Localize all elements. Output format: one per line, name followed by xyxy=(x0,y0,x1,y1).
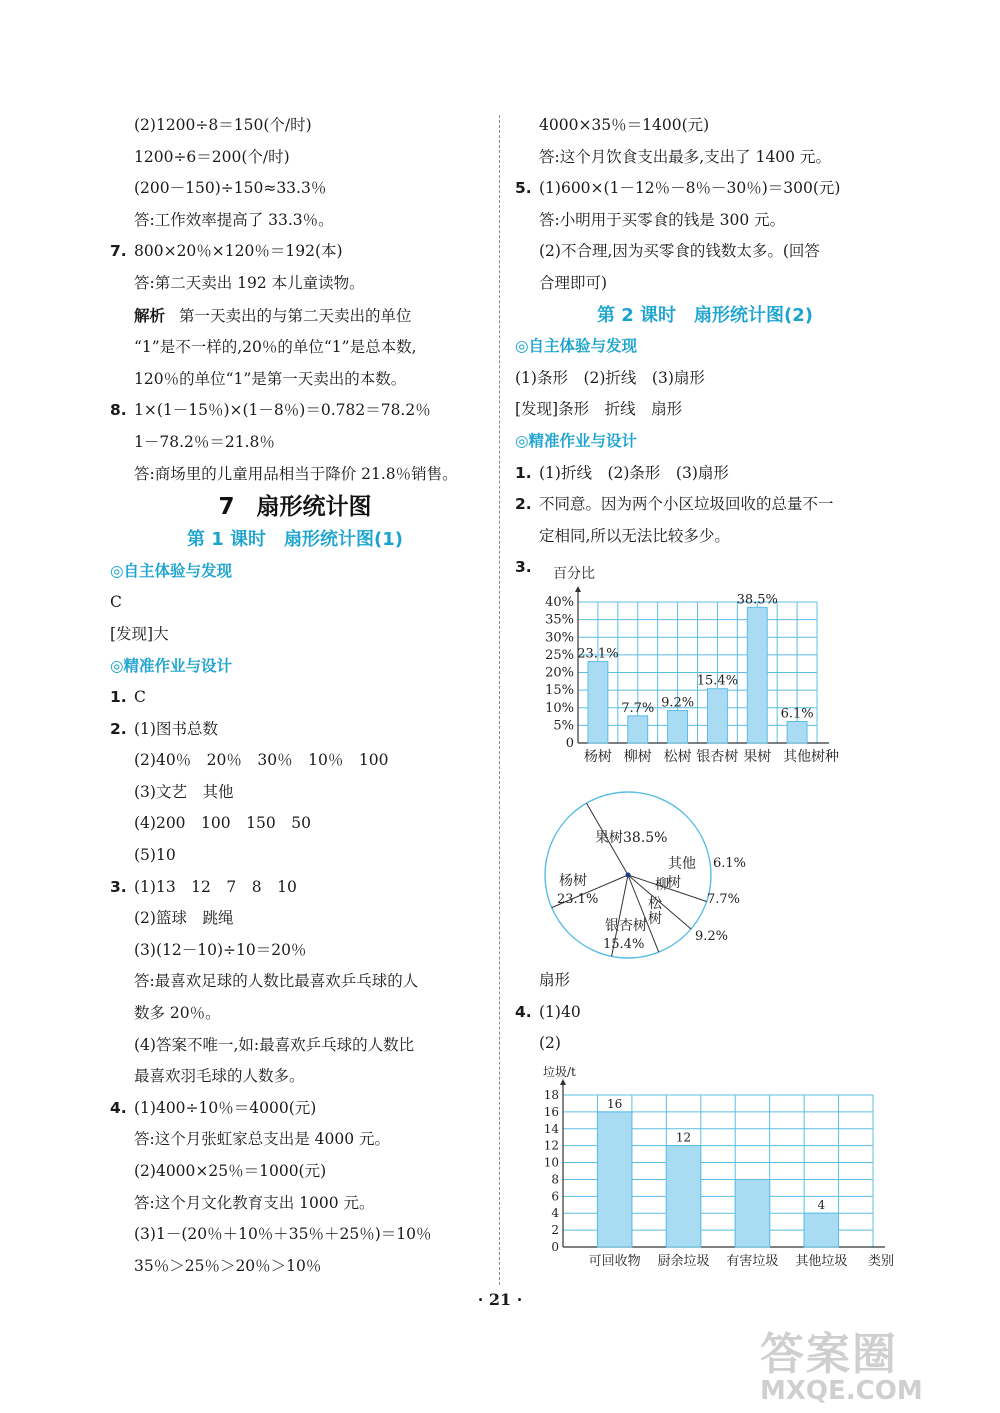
y-axis-arrow xyxy=(575,586,581,592)
lesson-title: 第 2 课时 扇形统计图(2) xyxy=(596,304,814,326)
text-line: (2)4000×25％＝1000(元) xyxy=(134,1162,327,1180)
text-line: 120％的单位“1”是第一天卖出的本数。 xyxy=(134,369,407,388)
text-line: 答:这个月文化教育支出 1000 元。 xyxy=(134,1193,375,1212)
text-line: (2)40％ 20％ 30％ 10％ 100 xyxy=(134,751,389,770)
y-tick-label: 0 xyxy=(565,736,574,751)
question-8 xyxy=(110,395,480,427)
text-line: 答:工作效率提高了 33.3％。 xyxy=(134,210,334,229)
y-tick-label: 35% xyxy=(545,612,574,628)
y-tick-label: 8 xyxy=(551,1172,559,1187)
bar xyxy=(787,721,807,743)
analysis-line xyxy=(110,300,480,333)
right-column xyxy=(515,110,895,584)
question-number: 2. xyxy=(110,719,127,738)
text-line: (3)1－(20％＋10％＋35％＋25％)＝10％ xyxy=(134,1225,432,1244)
question-number: 1. xyxy=(110,688,127,707)
bar xyxy=(628,716,648,743)
category-label: 杨树 xyxy=(583,749,612,765)
y-tick-label: 10 xyxy=(543,1155,559,1170)
tree-bar-chart xyxy=(535,560,855,770)
text-line: C xyxy=(134,688,146,707)
question-4 xyxy=(515,997,581,1029)
y-tick-label: 15% xyxy=(545,683,574,699)
question-1 xyxy=(110,682,480,714)
category-label: 可回收物 xyxy=(588,1254,641,1269)
pie-slice-label: 松 xyxy=(648,896,662,912)
chapter-title-text: 扇形统计图 xyxy=(256,494,372,521)
y-tick-label: 18 xyxy=(543,1088,559,1102)
question-3 xyxy=(110,872,480,904)
question-1 xyxy=(515,458,895,490)
text-line: 最喜欢羽毛球的人数多。 xyxy=(134,1067,305,1086)
y-tick-label: 5% xyxy=(553,718,574,734)
category-label: 其他 xyxy=(783,749,812,765)
bar-value-label: 9.2% xyxy=(661,695,695,711)
bar xyxy=(668,711,688,743)
y-tick-label: 16 xyxy=(543,1104,559,1119)
question-number: 7. xyxy=(110,242,127,261)
analysis-label: 解析 xyxy=(134,305,166,325)
chapter-title xyxy=(110,490,480,524)
text-line: 1×(1－15％)×(1－8％)＝0.782＝78.2％ xyxy=(134,401,431,420)
text-line: (3)文艺 其他 xyxy=(134,782,234,801)
watermark-logo-text: 答案圈 xyxy=(760,1329,898,1380)
text-line: 第一天卖出的与第二天卖出的单位 xyxy=(179,306,412,325)
text-line: 答:这个月张虹家总支出是 4000 元。 xyxy=(134,1130,391,1149)
text-line: (5)10 xyxy=(134,846,176,865)
question-number: 5. xyxy=(515,179,532,198)
page-number: · 21 · xyxy=(477,1290,523,1309)
question-4 xyxy=(110,1093,480,1125)
text-line: 答:商场里的儿童用品相当于降价 21.8％销售。 xyxy=(134,464,458,483)
text-line: (1)条形 (2)折线 (3)扇形 xyxy=(515,368,705,387)
pie-slice-percent: 23.1% xyxy=(557,892,599,907)
x-axis-label: 树种 xyxy=(811,749,839,765)
text-line: (1)13 12 7 8 10 xyxy=(134,877,297,896)
text-line: 答:小明用于买零食的钱是 300 元。 xyxy=(539,210,786,229)
category-label: 其他垃圾 xyxy=(795,1254,848,1269)
bar-value-label: 16 xyxy=(607,1096,623,1111)
category-label: 松树 xyxy=(663,749,692,765)
text-line: (1)40 xyxy=(539,1003,581,1021)
text-line: 800×20％×120％＝192(本) xyxy=(134,242,343,261)
category-label: 银杏树 xyxy=(696,749,739,765)
y-tick-label: 14 xyxy=(543,1121,559,1136)
text-line: 合理即可) xyxy=(539,273,608,292)
pie-slice-label: 其他 xyxy=(668,856,696,872)
question-2 xyxy=(515,489,895,521)
bar-value-label: 7.7% xyxy=(621,700,655,716)
bar xyxy=(597,1112,631,1247)
text-line: (1)600×(1－12％－8％－30％)＝300(元) xyxy=(539,179,841,198)
y-axis-arrow xyxy=(560,1079,566,1085)
pie-slice-percent: 7.7% xyxy=(707,892,741,907)
bar xyxy=(735,1179,769,1247)
category-label: 果树 xyxy=(743,749,772,765)
question-7 xyxy=(110,236,480,268)
text-line: 答:最喜欢足球的人数比最喜欢乒乓球的人 xyxy=(134,972,419,991)
question-number: 4. xyxy=(515,1003,532,1021)
text-line: [发现]条形 折线 扇形 xyxy=(515,400,683,419)
tree-pie-chart xyxy=(535,790,775,960)
text-line: (2)篮球 跳绳 xyxy=(134,909,234,928)
pie-slice-label: 杨树 xyxy=(559,873,587,889)
text-line: (3)(12－10)÷10＝20％ xyxy=(134,940,307,959)
text-line: 1200÷6＝200(个/时) xyxy=(134,147,290,166)
text-line: (2)1200÷8＝150(个/时) xyxy=(134,116,312,134)
question-number: 1. xyxy=(515,463,532,482)
text-line: 扇形 xyxy=(539,971,571,989)
text-line: (4)答案不唯一,如:最喜欢乒乓球的人数比 xyxy=(134,1035,415,1054)
text-line: 数多 20％。 xyxy=(134,1004,221,1023)
section-heading: ◎自主体验与发现 xyxy=(110,561,233,580)
y-tick-label: 2 xyxy=(551,1223,559,1238)
text-line: 1－78.2％＝21.8％ xyxy=(134,432,275,451)
question-2 xyxy=(110,714,480,746)
question-number: 3. xyxy=(515,558,532,577)
y-tick-label: 10% xyxy=(545,700,574,716)
text-line: “1”是不一样的,20％的单位“1”是总本数, xyxy=(134,338,417,357)
lesson-title: 第 1 课时 扇形统计图(1) xyxy=(186,529,404,551)
bar xyxy=(747,607,767,743)
bar xyxy=(588,662,608,743)
question-5 xyxy=(515,173,895,205)
y-tick-label: 30% xyxy=(545,630,574,646)
y-axis-label: 垃圾/t xyxy=(543,1065,576,1079)
section-heading: ◎自主体验与发现 xyxy=(515,337,638,356)
text-line: 答:第二天卖出 192 本儿童读物。 xyxy=(134,273,365,292)
text-line: 定相同,所以无法比较多少。 xyxy=(539,526,730,545)
bar-value-label: 15.4% xyxy=(696,673,739,689)
question-number: 8. xyxy=(110,401,127,420)
category-label: 厨余垃圾 xyxy=(657,1254,710,1269)
bar-value-label: 23.1% xyxy=(577,646,619,662)
y-tick-label: 25% xyxy=(545,647,574,663)
text-line: (2) xyxy=(539,1034,561,1052)
text-line: C xyxy=(110,593,122,612)
x-axis-label: 类别 xyxy=(868,1254,895,1269)
bar-value-label: 12 xyxy=(675,1130,692,1145)
text-line: 4000×35％＝1400(元) xyxy=(539,116,710,134)
pie-slice-percent: 15.4% xyxy=(603,937,645,952)
bar-value-label: 38.5% xyxy=(736,592,778,608)
pie-slice-percent: 6.1% xyxy=(713,856,747,871)
text-line: (4)200 100 150 50 xyxy=(134,814,311,833)
y-axis-label: 百分比 xyxy=(553,566,595,582)
bar-value-label: 6.1% xyxy=(780,706,814,722)
section-heading: ◎精准作业与设计 xyxy=(110,656,233,675)
y-tick-label: 0 xyxy=(551,1240,559,1254)
bar-value-label: 4 xyxy=(817,1198,826,1213)
pie-center xyxy=(626,873,631,878)
bar-value-label: 8 xyxy=(748,1164,757,1179)
text-line: 答:这个月饮食支出最多,支出了 1400 元。 xyxy=(539,147,831,166)
y-tick-label: 12 xyxy=(543,1138,559,1153)
left-column xyxy=(110,110,480,1282)
pie-slice-percent: 9.2% xyxy=(695,929,729,944)
text-line: 不同意。因为两个小区垃圾回收的总量不一 xyxy=(539,495,834,514)
watermark-url: MXQE.COM xyxy=(760,1376,923,1406)
text-line: [发现]大 xyxy=(110,624,169,643)
question-number: 3. xyxy=(110,877,127,896)
bar xyxy=(804,1213,838,1247)
text-line: (1)400÷10％＝4000(元) xyxy=(134,1098,317,1117)
y-tick-label: 40% xyxy=(545,595,574,610)
pie-slice-label: 银杏树 xyxy=(605,918,647,934)
pie-slice-label: 果树38.5% xyxy=(595,830,668,846)
text-line: (1)图书总数 xyxy=(134,719,218,738)
text-line: (1)折线 (2)条形 (3)扇形 xyxy=(539,463,729,482)
watermark xyxy=(760,1318,990,1406)
section-heading: ◎精准作业与设计 xyxy=(515,431,638,450)
question-number: 2. xyxy=(515,495,532,514)
pie-slice-label: 树 xyxy=(648,911,662,927)
y-tick-label: 20% xyxy=(545,665,574,681)
chapter-number: 7 xyxy=(218,494,235,521)
bar xyxy=(666,1146,700,1247)
category-label: 有害垃圾 xyxy=(726,1254,779,1269)
column-divider xyxy=(499,115,500,1285)
bar xyxy=(707,689,727,743)
text-line: (200－150)÷150≈33.3％ xyxy=(134,179,327,198)
garbage-bar-chart xyxy=(535,1060,905,1275)
y-tick-label: 4 xyxy=(551,1206,559,1221)
text-line: (2)不合理,因为买零食的钱数太多。(回答 xyxy=(539,242,820,261)
question-number: 4. xyxy=(110,1098,127,1117)
text-line: 35％＞25％＞20％＞10％ xyxy=(134,1256,322,1275)
category-label: 柳树 xyxy=(623,749,652,765)
y-tick-label: 6 xyxy=(551,1189,559,1204)
pie-slice-label: 树 xyxy=(667,875,681,891)
pie-slice-label: 柳 xyxy=(655,877,669,893)
